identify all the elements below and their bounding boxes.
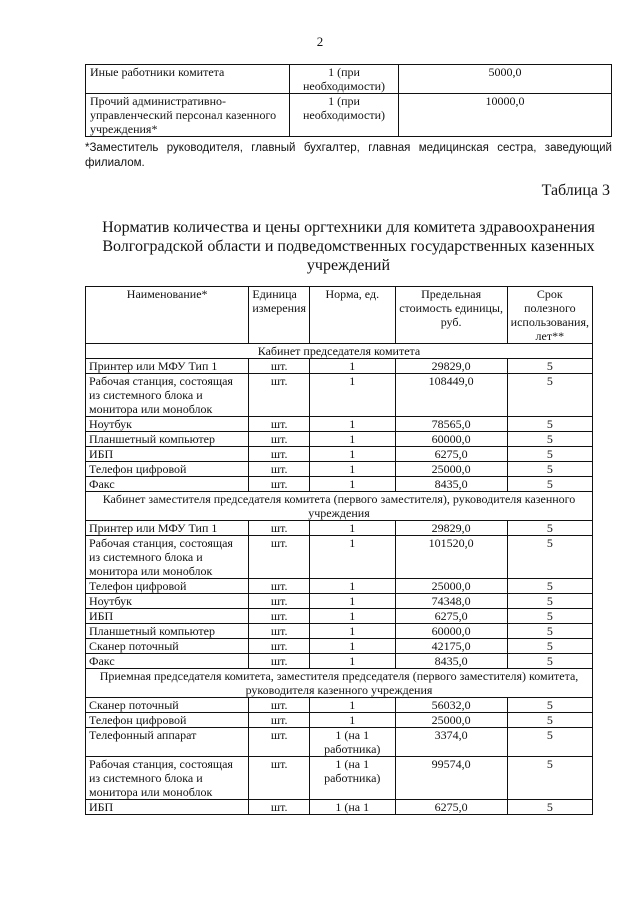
cell-name: ИБП (86, 609, 249, 624)
section-title: Кабинет заместителя председателя комитета (первого заместителя), руководителя казенного учреждения (86, 492, 593, 521)
table-row (86, 800, 593, 815)
cell-unit: шт. (249, 609, 310, 624)
cell-norm: 1 (309, 521, 395, 536)
cell-term: 5 (507, 728, 592, 757)
footnote: *Заместитель руководителя, главный бухгалтер, главная медицинская сестра, заведующий филиалом. (85, 142, 612, 169)
cell-norm: 1 (на 1 работника) (309, 757, 395, 800)
cell-name: Ноутбук (86, 417, 249, 432)
cell-term: 5 (507, 432, 592, 447)
table-label: Таблица 3 (541, 182, 610, 199)
table-row (86, 594, 593, 609)
cell-norm: 1 (309, 432, 395, 447)
cell-price: 42175,0 (395, 639, 507, 654)
cell-name: Факс (86, 654, 249, 669)
cell-name: Принтер или МФУ Тип 1 (86, 521, 249, 536)
cell-price: 5000,0 (399, 65, 612, 94)
section-title: Приемная председателя комитета, заместителя председателя (первого заместителя) комитета, руководителя казенного учреждения (86, 669, 593, 698)
cell-term: 5 (507, 800, 592, 815)
cell-norm: 1 (309, 654, 395, 669)
cell-name: Планшетный компьютер (86, 624, 249, 639)
cell-unit: шт. (249, 477, 310, 492)
cell-name: Сканер поточный (86, 639, 249, 654)
cell-price: 29829,0 (395, 359, 507, 374)
cell-unit: шт. (249, 624, 310, 639)
section-row (86, 669, 593, 698)
cell-price: 8435,0 (395, 477, 507, 492)
header-price: Предельная стоимость единицы, руб. (395, 287, 507, 344)
cell-unit: шт. (249, 374, 310, 417)
cell-price: 99574,0 (395, 757, 507, 800)
table-row (86, 417, 593, 432)
header-term: Срок полезного использования, лет** (507, 287, 592, 344)
cell-norm: 1 (309, 594, 395, 609)
cell-unit: шт. (249, 521, 310, 536)
cell-unit: шт. (249, 359, 310, 374)
header-row (86, 287, 593, 344)
cell-norm: 1 (309, 417, 395, 432)
cell-norm: 1 (309, 698, 395, 713)
cell-price: 8435,0 (395, 654, 507, 669)
cell-price: 25000,0 (395, 462, 507, 477)
cell-price: 25000,0 (395, 579, 507, 594)
cell-name: ИБП (86, 447, 249, 462)
cell-price: 6275,0 (395, 447, 507, 462)
cell-name: Сканер поточный (86, 698, 249, 713)
cell-norm: 1 (309, 477, 395, 492)
table-row (86, 462, 593, 477)
cell-term: 5 (507, 417, 592, 432)
table-row (86, 359, 593, 374)
cell-quantity: 1 (при необходимости) (290, 94, 399, 137)
cell-quantity: 1 (при необходимости) (290, 65, 399, 94)
cell-unit: шт. (249, 462, 310, 477)
cell-name: Планшетный компьютер (86, 432, 249, 447)
section-row (86, 492, 593, 521)
table-row (86, 757, 593, 800)
cell-name: Рабочая станция, состоящая из системного блока и монитора или моноблок (86, 536, 249, 579)
cell-price: 108449,0 (395, 374, 507, 417)
cell-norm: 1 (309, 624, 395, 639)
top-table (85, 64, 612, 137)
cell-unit: шт. (249, 447, 310, 462)
cell-norm: 1 (309, 536, 395, 579)
table-row (86, 698, 593, 713)
cell-name: Прочий административно-управленческий персонал казенного учреждения* (86, 94, 290, 137)
main-table (85, 286, 593, 815)
cell-term: 5 (507, 654, 592, 669)
cell-price: 29829,0 (395, 521, 507, 536)
cell-price: 60000,0 (395, 624, 507, 639)
cell-term: 5 (507, 521, 592, 536)
cell-unit: шт. (249, 594, 310, 609)
cell-term: 5 (507, 579, 592, 594)
cell-name: Иные работники комитета (86, 65, 290, 94)
section-row (86, 344, 593, 359)
cell-term: 5 (507, 624, 592, 639)
header-unit: Единица измерения (249, 287, 310, 344)
cell-name: Факс (86, 477, 249, 492)
cell-unit: шт. (249, 536, 310, 579)
table-row (86, 432, 593, 447)
cell-term: 5 (507, 477, 592, 492)
cell-norm: 1 (на 1 (309, 800, 395, 815)
table-row (86, 374, 593, 417)
table-row (86, 536, 593, 579)
table-row (86, 728, 593, 757)
cell-price: 56032,0 (395, 698, 507, 713)
cell-name: Телефонный аппарат (86, 728, 249, 757)
cell-name: Рабочая станция, состоящая из системного блока и монитора или моноблок (86, 374, 249, 417)
cell-norm: 1 (309, 462, 395, 477)
cell-unit: шт. (249, 713, 310, 728)
cell-norm: 1 (309, 374, 395, 417)
cell-name: Ноутбук (86, 594, 249, 609)
cell-norm: 1 (309, 579, 395, 594)
cell-price: 3374,0 (395, 728, 507, 757)
table-row (86, 94, 612, 137)
cell-price: 60000,0 (395, 432, 507, 447)
table-row (86, 579, 593, 594)
cell-name: Рабочая станция, состоящая из системного блока и монитора или моноблок (86, 757, 249, 800)
document-title: Норматив количества и цены оргтехники для комитета здравоохранения Волгоградской области и подведомственных государственных казенных учреждений (102, 219, 595, 274)
cell-term: 5 (507, 462, 592, 477)
header-name: Наименование* (86, 287, 249, 344)
cell-unit: шт. (249, 728, 310, 757)
cell-unit: шт. (249, 698, 310, 713)
cell-term: 5 (507, 698, 592, 713)
cell-term: 5 (507, 757, 592, 800)
cell-unit: шт. (249, 654, 310, 669)
cell-unit: шт. (249, 579, 310, 594)
table-row (86, 477, 593, 492)
cell-term: 5 (507, 639, 592, 654)
cell-price: 78565,0 (395, 417, 507, 432)
cell-norm: 1 (309, 609, 395, 624)
table-row (86, 65, 612, 94)
cell-price: 101520,0 (395, 536, 507, 579)
header-norm: Норма, ед. (309, 287, 395, 344)
cell-name: Телефон цифровой (86, 579, 249, 594)
cell-price: 25000,0 (395, 713, 507, 728)
cell-term: 5 (507, 447, 592, 462)
table-row (86, 609, 593, 624)
cell-term: 5 (507, 374, 592, 417)
cell-term: 5 (507, 609, 592, 624)
cell-term: 5 (507, 713, 592, 728)
cell-term: 5 (507, 359, 592, 374)
cell-name: Телефон цифровой (86, 713, 249, 728)
table-row (86, 654, 593, 669)
cell-price: 6275,0 (395, 609, 507, 624)
cell-norm: 1 (309, 713, 395, 728)
cell-unit: шт. (249, 800, 310, 815)
table-row (86, 521, 593, 536)
cell-unit: шт. (249, 639, 310, 654)
cell-term: 5 (507, 594, 592, 609)
cell-name: Телефон цифровой (86, 462, 249, 477)
cell-price: 6275,0 (395, 800, 507, 815)
cell-unit: шт. (249, 417, 310, 432)
table-row (86, 713, 593, 728)
cell-unit: шт. (249, 757, 310, 800)
cell-name: ИБП (86, 800, 249, 815)
cell-norm: 1 (309, 359, 395, 374)
table-row (86, 639, 593, 654)
cell-unit: шт. (249, 432, 310, 447)
page-number: 2 (316, 34, 324, 49)
cell-name: Принтер или МФУ Тип 1 (86, 359, 249, 374)
table-row (86, 624, 593, 639)
cell-norm: 1 (на 1 работника) (309, 728, 395, 757)
section-title: Кабинет председателя комитета (86, 344, 593, 359)
cell-price: 74348,0 (395, 594, 507, 609)
table-row (86, 447, 593, 462)
cell-price: 10000,0 (399, 94, 612, 137)
cell-norm: 1 (309, 447, 395, 462)
cell-norm: 1 (309, 639, 395, 654)
cell-term: 5 (507, 536, 592, 579)
